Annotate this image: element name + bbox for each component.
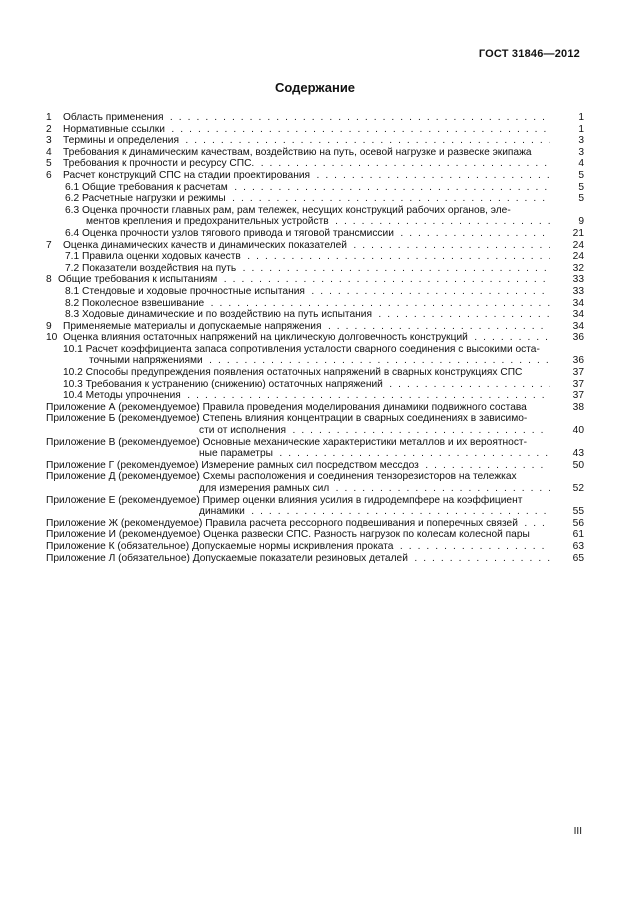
toc-entry[interactable] [46,506,584,518]
toc-entry[interactable] [46,355,584,367]
toc-entry-title: ментов крепления и предохранительных устройств [86,216,329,228]
toc-entry-title: 6.1 Общие требования к расчетам [65,181,228,193]
toc-entry-page: 24 [572,239,584,251]
toc-entry-page: 1 [578,112,584,123]
toc-entry-page: 5 [578,181,584,193]
toc-entry-title: Приложение Г (рекомендуемое) Измерение рамных сил посредством мессдоз [46,459,419,471]
toc-entry-title: Оценка влияния остаточных напряжений на циклическую долговечность конструкций [63,332,468,344]
toc-entry[interactable] [46,425,584,437]
toc-entry-page: 5 [578,169,584,181]
toc-entry[interactable] [46,518,584,530]
toc-entry[interactable] [46,170,584,182]
toc-entry-page: 38 [572,401,584,413]
toc-entry[interactable] [46,263,584,275]
toc-entry-page: 36 [572,355,584,367]
toc-entry-page: 37 [572,378,584,390]
toc-entry[interactable] [46,135,584,147]
toc-entry[interactable] [46,147,584,159]
toc-entry[interactable] [46,274,584,286]
page-number: III [573,826,582,837]
toc-entry-title: Приложение Е (рекомендуемое) Пример оценки влияния усилия в гидродемпфере на коэффициент [46,494,523,506]
toc-entry-title: Область применения [63,112,164,123]
toc-entry[interactable] [46,367,584,379]
toc-entry-title: Приложение К (обязательное) Допускаемые нормы искривления проката [46,540,394,552]
toc-entry[interactable] [46,471,584,483]
toc-entry-page: 52 [572,483,584,494]
toc-entry[interactable] [46,182,584,194]
toc-entry-number: 4 [46,146,52,158]
toc-entry[interactable] [46,541,584,553]
toc-entry-title: точными напряжениями [89,355,203,367]
toc-entry[interactable] [46,460,584,472]
toc-entry-title: Приложение А (рекомендуемое) Правила проведения моделирования динамики подвижного состава [46,401,527,413]
table-of-contents [46,112,584,564]
toc-entry[interactable] [46,309,584,321]
toc-entry-title: динамики [199,506,245,518]
toc-entry-title: ные параметры [199,448,273,460]
toc-entry-title: Применяемые материалы и допускаемые напряжения [63,320,322,332]
toc-entry-number: 1 [46,112,52,123]
toc-entry[interactable] [46,448,584,460]
toc-entry-number: 7 [46,239,52,251]
toc-entry[interactable] [46,529,584,541]
toc-entry-page: 56 [572,517,584,529]
toc-entry[interactable] [46,286,584,298]
toc-entry-page: 33 [572,285,584,297]
toc-entry-title: Нормативные ссылки [63,123,165,135]
toc-entry-number: 3 [46,135,52,147]
toc-entry-number: 5 [46,158,52,170]
toc-entry-page: 3 [578,146,584,158]
toc-entry-page: 32 [572,262,584,274]
toc-entry-page: 34 [572,309,584,321]
toc-entry-title: Требования к динамическим качествам, воздействию на путь, осевой нагрузке и развеске экипажа [63,146,532,158]
toc-entry-page: 65 [572,552,584,564]
toc-entry-page: 37 [572,390,584,402]
toc-entry-page: 40 [572,425,584,437]
toc-entry[interactable] [46,251,584,263]
toc-entry-title: 8.3 Ходовые динамические и по воздействию на путь испытания [65,309,372,321]
toc-entry-title: Приложение Ж (рекомендуемое) Правила расчета рессорного подвешивания и поперечных связей [46,517,518,529]
toc-entry-page: 37 [572,367,584,379]
toc-entry[interactable] [46,124,584,136]
toc-entry-page: 33 [572,274,584,286]
toc-entry-title: сти от исполнения [199,425,287,437]
toc-entry-page: 55 [572,506,584,518]
toc-entry[interactable] [46,193,584,205]
toc-entry-title: Приложение В (рекомендуемое) Основные механические характеристики металлов и их вероятност- [46,436,527,448]
toc-entry-title: 7.2 Показатели воздействия на путь [65,262,237,274]
toc-entry-title: Общие требования к испытаниям [58,274,218,286]
toc-entry[interactable] [46,332,584,344]
toc-entry[interactable] [46,112,584,124]
toc-entry-page: 50 [572,459,584,471]
toc-entry[interactable] [46,344,584,356]
toc-entry-title: 10.4 Методы упрочнения [63,390,181,402]
toc-entry-number: 8 [46,274,52,286]
toc-entry-title: Приложение Д (рекомендуемое) Схемы расположения и соединения тензорезисторов на тележках [46,471,517,483]
toc-entry-title: 8.2 Поколесное взвешивание [65,297,205,309]
toc-entry-page: 5 [578,193,584,205]
toc-entry[interactable] [46,437,584,449]
toc-entry[interactable] [46,390,584,402]
toc-entry-title: Приложение Л (обязательное) Допускаемые показатели резиновых деталей [46,552,408,564]
toc-entry-page: 36 [572,332,584,344]
toc-entry[interactable] [46,321,584,333]
toc-entry-title: Оценка динамических качеств и динамических показателей [63,239,347,251]
toc-entry-number: 6 [46,169,52,181]
toc-entry-title: 7.1 Правила оценки ходовых качеств [65,251,241,263]
toc-entry-page: 3 [578,135,584,147]
toc-entry-page: 21 [572,227,584,239]
toc-entry[interactable] [46,158,584,170]
toc-entry-title: 8.1 Стендовые и ходовые прочностные испытания [65,285,305,297]
toc-entry-title: Расчет конструкций СПС на стадии проектирования [63,169,311,181]
toc-entry[interactable] [46,495,584,507]
toc-entry-page: 43 [572,448,584,460]
toc-entry-page: 34 [572,320,584,332]
toc-entry-title: для измерения рамных сил [199,483,330,494]
toc-entry[interactable] [46,413,584,425]
toc-entry-title: 10.3 Требования к устранению (снижению) остаточных напряжений [63,378,383,390]
toc-entry[interactable] [46,240,584,252]
toc-entry[interactable] [46,553,584,565]
toc-entry-page: 61 [572,529,584,541]
toc-entry-title: Термины и определения [63,135,179,147]
toc-entry[interactable] [46,205,584,217]
toc-entry-title: 6.4 Оценка прочности узлов тягового привода и тяговой трансмиссии [65,227,394,239]
page-title: Содержание [274,80,356,95]
toc-entry-page: 63 [572,540,584,552]
toc-entry-page: 1 [578,123,584,135]
toc-entry-page: 34 [572,297,584,309]
toc-entry[interactable] [46,216,584,228]
document-standard-header: ГОСТ 31846—2012 [478,48,580,60]
toc-entry-title: 6.2 Расчетные нагрузки и режимы [65,193,226,205]
toc-entry-number: 2 [46,123,52,135]
toc-entry-page: 4 [578,158,584,170]
toc-entry-number: 9 [46,320,52,332]
toc-entry[interactable] [46,402,584,414]
toc-entry-number: 10 [46,332,58,344]
toc-entry-title: 10.1 Расчет коэффициента запаса сопротивления усталости сварного соединения с высокими оста- [63,343,540,355]
toc-entry-title: Требования к прочности и ресурсу СПС. [63,158,255,170]
toc-entry-title: 10.2 Способы предупреждения появления остаточных напряжений в сварных конструкциях СПС [63,367,523,379]
toc-entry-title: 6.3 Оценка прочности главных рам, рам тележек, несущих конструкций рабочих органов, эле- [65,204,511,216]
toc-entry-page: 24 [572,251,584,263]
toc-entry-title: Приложение Б (рекомендуемое) Степень влияния концентрации в сварных соединениях в зависимо- [46,413,528,425]
toc-entry-title: Приложение И (рекомендуемое) Оценка развески СПС. Разность нагрузок по колесам колесной пары [46,529,530,541]
toc-entry[interactable] [46,379,584,391]
toc-entry-page: 9 [578,216,584,228]
toc-entry[interactable] [46,298,584,310]
toc-entry[interactable] [46,483,584,495]
toc-entry[interactable] [46,228,584,240]
